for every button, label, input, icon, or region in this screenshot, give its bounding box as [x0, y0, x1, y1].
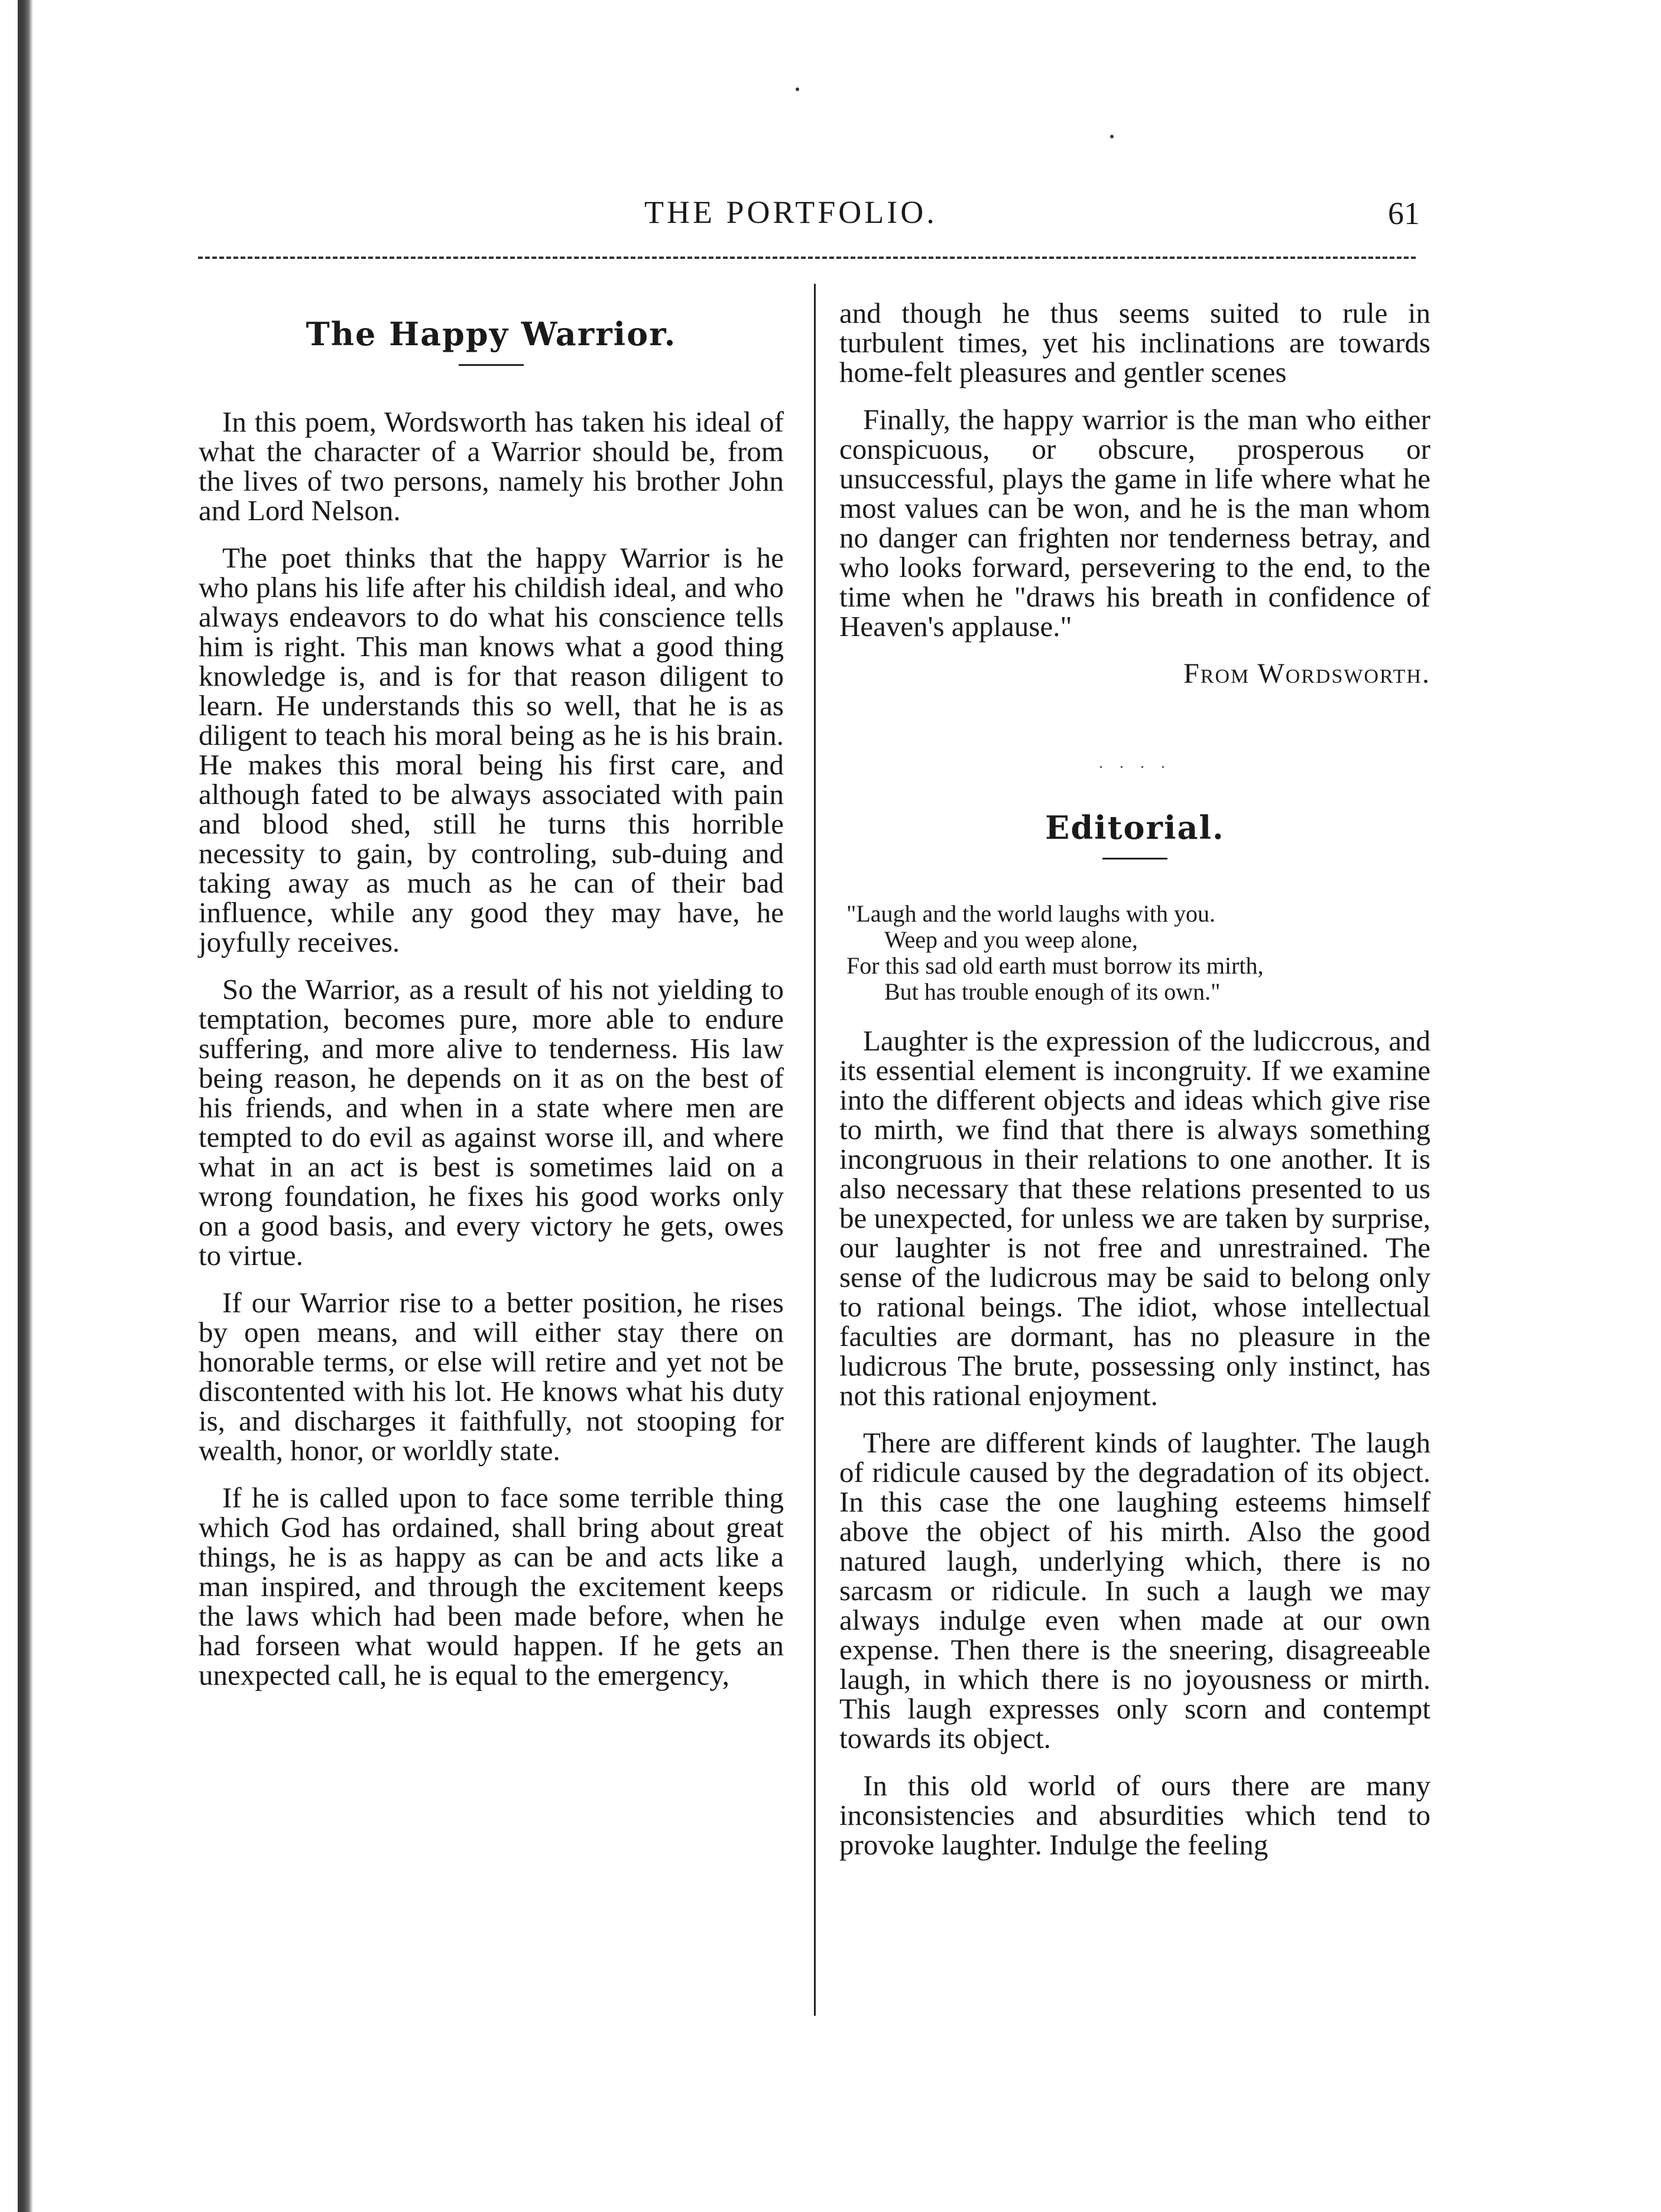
- column-divider: [814, 284, 816, 2016]
- header-rule: [198, 257, 1416, 259]
- scan-speck: [796, 87, 799, 91]
- paragraph: If our Warrior rise to a better position, he rises by open means, and will either stay there on honorable terms, or else will retire and yet not be discontented with his lot. He knows what his duty is, and discharges it faithfully, not stooping for wealth, honor, or worldly state.: [199, 1286, 784, 1467]
- verse-line: Weep and you weep alone,: [884, 926, 1138, 953]
- paragraph: Laughter is the expression of the ludiccrous, and its essential element is incongruity. If we examine into the different objects and ideas which give rise to mirth, we find that there is always something incongruous in their relations to one another. It is also necessary that these relations presented to us be unexpected, for unless we are taken by surprise, our laughter is not free and unrestrained. The sense of the ludicrous may be said to belong only to rational beings. The idiot, whose intellectual faculties are dormant, has no pleasure in the ludicrous The brute, possessing only instinct, has not this rational enjoyment.: [839, 1024, 1430, 1412]
- paragraph: There are different kinds of laughter. The laugh of ridicule caused by the degradation of its object. In this case the one laughing esteems himself above the object of his mirth. Also the good natured laugh, underlying which, there is no sarcasm or ridicule. In such a laugh we may always indulge even when made at our own expense. Then there is the sneering, disagreeable laugh, in which there is no joyousness or mirth. This laugh expresses only scorn and contempt towards its object.: [839, 1426, 1430, 1754]
- verse-line: "Laugh and the world laughs with you.: [846, 900, 1216, 927]
- paragraph: The poet thinks that the happy Warrior is he who plans his life after his childish ideal, and who always endeavors to do what his conscience tells him is right. This man knows what a good thing knowledge is, and is for that reason diligent to learn. He understands this so well, that he is as diligent to teach his moral being as he is his brain. He makes this moral being his first care, and although fated to be always associated with pain and blood shed, still he turns this horrible necessity to gain, by controling, sub-duing and taking away as much as he can of their bad influence, while any good they may have, he joyfully receives.: [199, 541, 784, 958]
- left-column: [199, 307, 784, 1708]
- right-column: [839, 299, 1430, 1877]
- signature: From Wordsworth.: [1183, 658, 1430, 689]
- article-title-happy-warrior: The Happy Warrior.: [306, 315, 677, 353]
- scan-speck: [1110, 135, 1114, 138]
- paragraph: In this old world of ours there are many inconsistencies and absurdities which tend to provoke laughter. Indulge the feeling: [839, 1769, 1430, 1861]
- article-title-editorial: Editorial.: [1045, 809, 1225, 846]
- page-number: 61: [1388, 196, 1420, 231]
- epigraph-verse: [846, 901, 1430, 1005]
- paragraph: If he is called upon to face some terrible thing which God has ordained, shall bring about great things, he is as happy as can be and acts like a man inspired, and through the excitement keeps the laws which had been made before, when he had forseen what would happen. If he gets an unexpected call, he is equal to the emergency,: [199, 1481, 784, 1691]
- paragraph: In this poem, Wordsworth has taken his ideal of what the character of a Warrior should be, from the lives of two persons, namely his brother John and Lord Nelson.: [199, 406, 784, 527]
- verse-line: But has trouble enough of its own.": [884, 978, 1221, 1005]
- verse-line: For this sad old earth must borrow its mirth,: [846, 952, 1264, 979]
- paragraph-continuation: and though he thus seems suited to rule in turbulent times, yet his inclinations are towards home-felt pleasures and gentler scenes: [839, 297, 1430, 388]
- paragraph: Finally, the happy warrior is the man who either conspicuous, or obscure, prosperous or unsuccessful, plays the game in life where what he most values can be won, and he is the man whom no danger can frighten nor tenderness betray, and who looks forward, persevering to the end, to the time when he "draws his breath in confidence of Heaven's applause.": [839, 403, 1430, 643]
- title-rule: [1102, 858, 1167, 859]
- scan-binding-edge: [18, 0, 33, 2212]
- section-ornament: . . . .: [1098, 753, 1172, 772]
- running-title: THE PORTFOLIO.: [644, 194, 937, 230]
- paragraph: So the Warrior, as a result of his not yielding to temptation, becomes pure, more able to endure suffering, and more alive to tenderness. His law being reason, he depends on it as on the best of his friends, and when in a state where men are tempted to do evil as against worse ill, and where what in an act is best is sometimes laid on a wrong foundation, he fixes his good works only on a good basis, and every victory he gets, owes to virtue.: [199, 973, 784, 1272]
- title-rule: [459, 364, 524, 366]
